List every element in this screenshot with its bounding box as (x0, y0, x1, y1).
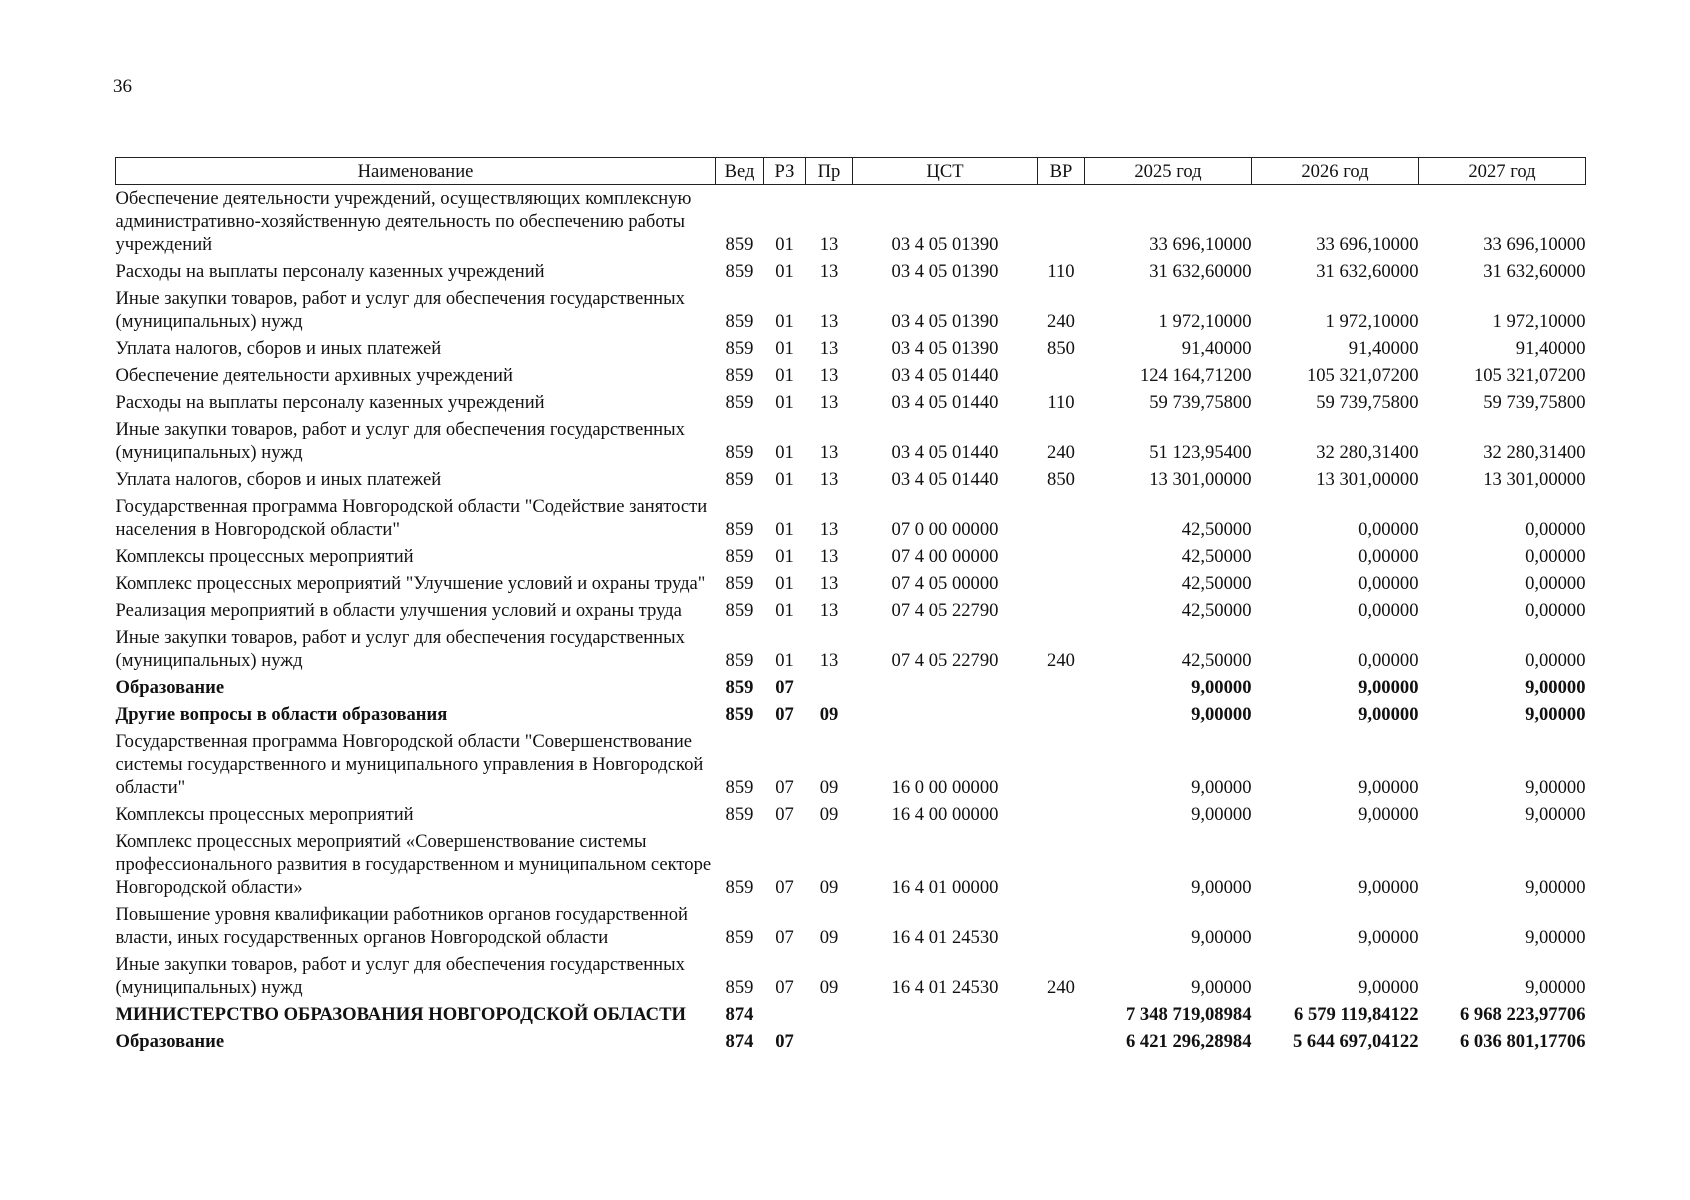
cell-pr: 13 (819, 519, 839, 540)
cell-vr: 850 (1047, 469, 1075, 490)
table-row (116, 801, 1586, 828)
cell-2025: 51 123,95400 (1149, 442, 1252, 463)
cell-2027: 6 968 223,97706 (1459, 1004, 1586, 1025)
cell-2025: 9,00000 (1191, 977, 1252, 998)
cell-pr (806, 1028, 853, 1055)
cell-ved: 859 (725, 677, 754, 698)
cell-rz: 01 (775, 442, 794, 463)
cell-2026: 0,00000 (1358, 650, 1419, 671)
cell-pr: 13 (819, 261, 839, 282)
cell-cst: 03 4 05 01440 (891, 442, 999, 463)
cell-cst: 03 4 05 01440 (891, 469, 999, 490)
table-row (116, 416, 1586, 466)
cell-pr: 13 (819, 338, 839, 359)
cell-2025: 9,00000 (1191, 877, 1252, 898)
cell-2027: 0,00000 (1525, 650, 1586, 671)
header-cst: ЦСТ (853, 158, 1038, 185)
cell-cst: 07 0 00 00000 (891, 519, 999, 540)
cell-cst: 03 4 05 01440 (891, 365, 999, 386)
cell-pr: 09 (819, 804, 839, 825)
cell-vr (1038, 901, 1085, 951)
header-row (116, 158, 1586, 185)
cell-name: Комплексы процессных мероприятий (115, 546, 414, 567)
cell-cst (853, 1028, 1038, 1055)
cell-vr (1038, 570, 1085, 597)
cell-2025: 124 164,71200 (1139, 365, 1252, 386)
cell-pr: 09 (819, 927, 839, 948)
cell-name: МИНИСТЕРСТВО ОБРАЗОВАНИЯ НОВГОРОДСКОЙ ОБЛАСТИ (115, 1004, 686, 1025)
cell-rz: 01 (775, 519, 794, 540)
cell-2026: 6 579 119,84122 (1294, 1004, 1419, 1025)
cell-pr: 09 (819, 704, 839, 725)
cell-2026: 9,00000 (1358, 977, 1419, 998)
header-2025: 2025 год (1085, 158, 1252, 185)
cell-name: Уплата налогов, сборов и иных платежей (115, 469, 442, 490)
cell-2027: 1 972,10000 (1492, 311, 1586, 332)
cell-2025: 42,50000 (1181, 519, 1252, 540)
cell-name: Реализация мероприятий в области улучшения условий и охраны труда (115, 600, 682, 621)
table-row (116, 335, 1586, 362)
cell-pr: 09 (819, 977, 839, 998)
cell-name: Иные закупки товаров, работ и услуг для обеспечения государственных (муниципальных) нужд (115, 419, 685, 463)
table-row (116, 828, 1586, 901)
cell-2025: 6 421 296,28984 (1125, 1031, 1252, 1052)
cell-vr (1038, 185, 1085, 259)
cell-pr (806, 674, 853, 701)
cell-2025: 13 301,00000 (1149, 469, 1252, 490)
cell-2026: 31 632,60000 (1316, 261, 1419, 282)
cell-vr (1038, 362, 1085, 389)
cell-2027: 31 632,60000 (1483, 261, 1586, 282)
cell-2026: 9,00000 (1358, 677, 1419, 698)
table-row (116, 493, 1586, 543)
cell-2025: 9,00000 (1191, 677, 1252, 698)
cell-2027: 9,00000 (1525, 777, 1586, 798)
cell-2025: 42,50000 (1181, 650, 1252, 671)
cell-2025: 31 632,60000 (1149, 261, 1252, 282)
cell-cst: 07 4 05 22790 (891, 650, 999, 671)
cell-2027: 9,00000 (1525, 977, 1586, 998)
cell-ved: 859 (725, 804, 754, 825)
cell-ved: 874 (725, 1031, 754, 1052)
table-row (116, 624, 1586, 674)
cell-2027: 32 280,31400 (1483, 442, 1586, 463)
page-number: 36 (113, 76, 132, 97)
cell-vr (1038, 1001, 1085, 1028)
cell-rz: 01 (775, 392, 794, 413)
cell-name: Иные закупки товаров, работ и услуг для обеспечения государственных (муниципальных) нужд (115, 288, 685, 332)
cell-2026: 59 739,75800 (1316, 392, 1419, 413)
cell-ved: 859 (725, 650, 754, 671)
cell-pr: 13 (819, 365, 839, 386)
cell-vr: 240 (1047, 442, 1075, 463)
cell-rz: 01 (775, 261, 794, 282)
cell-ved: 859 (725, 927, 754, 948)
cell-name: Обеспечение деятельности архивных учреждений (115, 365, 513, 386)
cell-cst: 16 4 01 24530 (891, 927, 999, 948)
cell-pr: 13 (819, 234, 839, 255)
cell-vr (1038, 801, 1085, 828)
cell-name: Иные закупки товаров, работ и услуг для обеспечения государственных (муниципальных) нужд (115, 627, 685, 671)
cell-ved: 859 (725, 261, 754, 282)
cell-rz: 07 (775, 677, 794, 698)
cell-name: Комплексы процессных мероприятий (115, 804, 414, 825)
table-row (116, 1001, 1586, 1028)
cell-2026: 9,00000 (1358, 804, 1419, 825)
cell-2025: 9,00000 (1191, 927, 1252, 948)
cell-vr: 240 (1047, 977, 1075, 998)
cell-pr: 13 (819, 650, 839, 671)
cell-ved: 859 (725, 311, 754, 332)
header-name: Наименование (116, 158, 716, 185)
cell-cst (853, 674, 1038, 701)
cell-2027: 9,00000 (1525, 927, 1586, 948)
cell-cst: 03 4 05 01390 (891, 311, 999, 332)
table-row (116, 674, 1586, 701)
cell-cst: 07 4 05 22790 (891, 600, 999, 621)
cell-2026: 9,00000 (1358, 704, 1419, 725)
cell-2025: 91,40000 (1181, 338, 1252, 359)
header-ved: Вед (716, 158, 764, 185)
cell-cst (853, 701, 1038, 728)
table-row (116, 570, 1586, 597)
cell-vr: 110 (1047, 392, 1075, 413)
cell-cst: 07 4 00 00000 (891, 546, 999, 567)
table-header (116, 158, 1586, 185)
cell-2027: 91,40000 (1515, 338, 1586, 359)
cell-pr: 13 (819, 442, 839, 463)
cell-2026: 91,40000 (1348, 338, 1419, 359)
cell-2025: 9,00000 (1191, 704, 1252, 725)
cell-2026: 1 972,10000 (1325, 311, 1419, 332)
cell-rz: 07 (775, 1031, 794, 1052)
cell-rz (764, 1001, 806, 1028)
header-pr: Пр (806, 158, 853, 185)
cell-2025: 7 348 719,08984 (1125, 1004, 1252, 1025)
cell-ved: 859 (725, 573, 754, 594)
cell-2027: 13 301,00000 (1483, 469, 1586, 490)
cell-name: Другие вопросы в области образования (115, 704, 448, 725)
cell-vr: 240 (1047, 650, 1075, 671)
cell-rz: 01 (775, 234, 794, 255)
cell-2027: 0,00000 (1525, 546, 1586, 567)
cell-2025: 33 696,10000 (1149, 234, 1252, 255)
cell-2025: 59 739,75800 (1149, 392, 1252, 413)
cell-rz: 07 (775, 804, 794, 825)
budget-table (115, 157, 1586, 1055)
cell-pr: 13 (819, 600, 839, 621)
cell-rz: 01 (775, 365, 794, 386)
table-row (116, 185, 1586, 259)
cell-2027: 59 739,75800 (1483, 392, 1586, 413)
cell-name: Образование (115, 1031, 225, 1052)
table-row (116, 543, 1586, 570)
header-vr: ВР (1038, 158, 1085, 185)
cell-vr (1038, 1028, 1085, 1055)
cell-rz: 01 (775, 650, 794, 671)
cell-ved: 859 (725, 442, 754, 463)
cell-2025: 9,00000 (1191, 777, 1252, 798)
cell-cst: 03 4 05 01440 (891, 392, 999, 413)
header-2026: 2026 год (1252, 158, 1419, 185)
cell-2026: 9,00000 (1358, 777, 1419, 798)
cell-name: Иные закупки товаров, работ и услуг для обеспечения государственных (муниципальных) нужд (115, 954, 685, 998)
cell-cst: 16 4 01 00000 (891, 877, 999, 898)
cell-ved: 859 (725, 546, 754, 567)
cell-vr (1038, 674, 1085, 701)
cell-cst: 03 4 05 01390 (891, 261, 999, 282)
cell-name: Расходы на выплаты персоналу казенных учреждений (115, 261, 545, 282)
cell-rz: 07 (775, 927, 794, 948)
cell-vr (1038, 597, 1085, 624)
cell-2026: 0,00000 (1358, 600, 1419, 621)
cell-vr: 240 (1047, 311, 1075, 332)
cell-name: Государственная программа Новгородской области "Содействие занятости населения в Новгородской области" (115, 496, 708, 540)
cell-vr: 850 (1047, 338, 1075, 359)
cell-2026: 0,00000 (1358, 519, 1419, 540)
cell-2027: 9,00000 (1525, 804, 1586, 825)
cell-cst: 03 4 05 01390 (891, 338, 999, 359)
cell-cst (853, 1001, 1038, 1028)
cell-pr: 13 (819, 311, 839, 332)
cell-rz: 07 (775, 877, 794, 898)
cell-2027: 0,00000 (1525, 600, 1586, 621)
cell-pr: 13 (819, 546, 839, 567)
cell-vr (1038, 728, 1085, 801)
table-row (116, 1028, 1586, 1055)
cell-pr (806, 1001, 853, 1028)
cell-2026: 32 280,31400 (1316, 442, 1419, 463)
cell-2025: 42,50000 (1181, 573, 1252, 594)
cell-rz: 01 (775, 600, 794, 621)
cell-2026: 105 321,07200 (1306, 365, 1419, 386)
cell-vr (1038, 493, 1085, 543)
cell-vr: 110 (1047, 261, 1075, 282)
cell-ved: 859 (725, 777, 754, 798)
cell-name: Обеспечение деятельности учреждений, осуществляющих комплексную административно-хозяйственную деятельность по обеспечению работы учреждений (115, 188, 692, 255)
cell-2025: 1 972,10000 (1158, 311, 1252, 332)
table-row (116, 597, 1586, 624)
cell-rz: 07 (775, 977, 794, 998)
cell-2026: 0,00000 (1358, 546, 1419, 567)
cell-pr: 13 (819, 573, 839, 594)
cell-ved: 859 (725, 877, 754, 898)
cell-rz: 01 (775, 469, 794, 490)
cell-2027: 6 036 801,17706 (1459, 1031, 1586, 1052)
cell-ved: 859 (725, 234, 754, 255)
table-row (116, 362, 1586, 389)
cell-cst: 16 4 00 00000 (891, 804, 999, 825)
table-row (116, 258, 1586, 285)
cell-name: Образование (115, 677, 225, 698)
cell-rz: 01 (775, 573, 794, 594)
cell-name: Комплекс процессных мероприятий «Совершенствование системы профессионального развития в государственном и муниципальном секторе Новгородской области» (115, 831, 712, 898)
table-row (116, 901, 1586, 951)
table-row (116, 701, 1586, 728)
cell-cst: 07 4 05 00000 (891, 573, 999, 594)
cell-2025: 42,50000 (1181, 600, 1252, 621)
cell-ved: 859 (725, 704, 754, 725)
cell-2026: 9,00000 (1358, 927, 1419, 948)
cell-2027: 9,00000 (1525, 877, 1586, 898)
cell-ved: 859 (725, 469, 754, 490)
cell-ved: 859 (725, 365, 754, 386)
cell-pr: 09 (819, 777, 839, 798)
cell-ved: 859 (725, 600, 754, 621)
cell-vr (1038, 701, 1085, 728)
cell-ved: 859 (725, 338, 754, 359)
table-body (116, 185, 1586, 1056)
cell-pr: 13 (819, 469, 839, 490)
cell-2026: 9,00000 (1358, 877, 1419, 898)
cell-2027: 9,00000 (1525, 677, 1586, 698)
cell-name: Государственная программа Новгородской области "Совершенствование системы государственного и муниципального управления в Новгородской области" (115, 731, 704, 798)
cell-rz: 07 (775, 704, 794, 725)
cell-rz: 01 (775, 338, 794, 359)
cell-2025: 9,00000 (1191, 804, 1252, 825)
header-rz: РЗ (764, 158, 806, 185)
cell-ved: 874 (725, 1004, 754, 1025)
table-row (116, 285, 1586, 335)
cell-2027: 9,00000 (1525, 704, 1586, 725)
header-2027: 2027 год (1419, 158, 1586, 185)
cell-2025: 42,50000 (1181, 546, 1252, 567)
cell-cst: 16 0 00 00000 (891, 777, 999, 798)
cell-vr (1038, 828, 1085, 901)
cell-rz: 01 (775, 311, 794, 332)
cell-2026: 33 696,10000 (1316, 234, 1419, 255)
cell-vr (1038, 543, 1085, 570)
cell-pr: 09 (819, 877, 839, 898)
cell-name: Расходы на выплаты персоналу казенных учреждений (115, 392, 545, 413)
cell-2027: 0,00000 (1525, 519, 1586, 540)
cell-ved: 859 (725, 977, 754, 998)
table-row (116, 951, 1586, 1001)
cell-pr: 13 (819, 392, 839, 413)
table-row (116, 728, 1586, 801)
cell-2026: 13 301,00000 (1316, 469, 1419, 490)
cell-rz: 01 (775, 546, 794, 567)
cell-ved: 859 (725, 392, 754, 413)
cell-name: Повышение уровня квалификации работников органов государственной власти, иных государственных органов Новгородской области (115, 904, 688, 948)
cell-name: Комплекс процессных мероприятий "Улучшение условий и охраны труда" (115, 573, 706, 594)
cell-cst: 03 4 05 01390 (891, 234, 999, 255)
cell-name: Уплата налогов, сборов и иных платежей (115, 338, 442, 359)
cell-cst: 16 4 01 24530 (891, 977, 999, 998)
cell-2027: 33 696,10000 (1483, 234, 1586, 255)
cell-2027: 105 321,07200 (1473, 365, 1586, 386)
cell-2026: 5 644 697,04122 (1292, 1031, 1419, 1052)
table-row (116, 466, 1586, 493)
table-row (116, 389, 1586, 416)
cell-2026: 0,00000 (1358, 573, 1419, 594)
cell-rz: 07 (775, 777, 794, 798)
cell-ved: 859 (725, 519, 754, 540)
cell-2027: 0,00000 (1525, 573, 1586, 594)
